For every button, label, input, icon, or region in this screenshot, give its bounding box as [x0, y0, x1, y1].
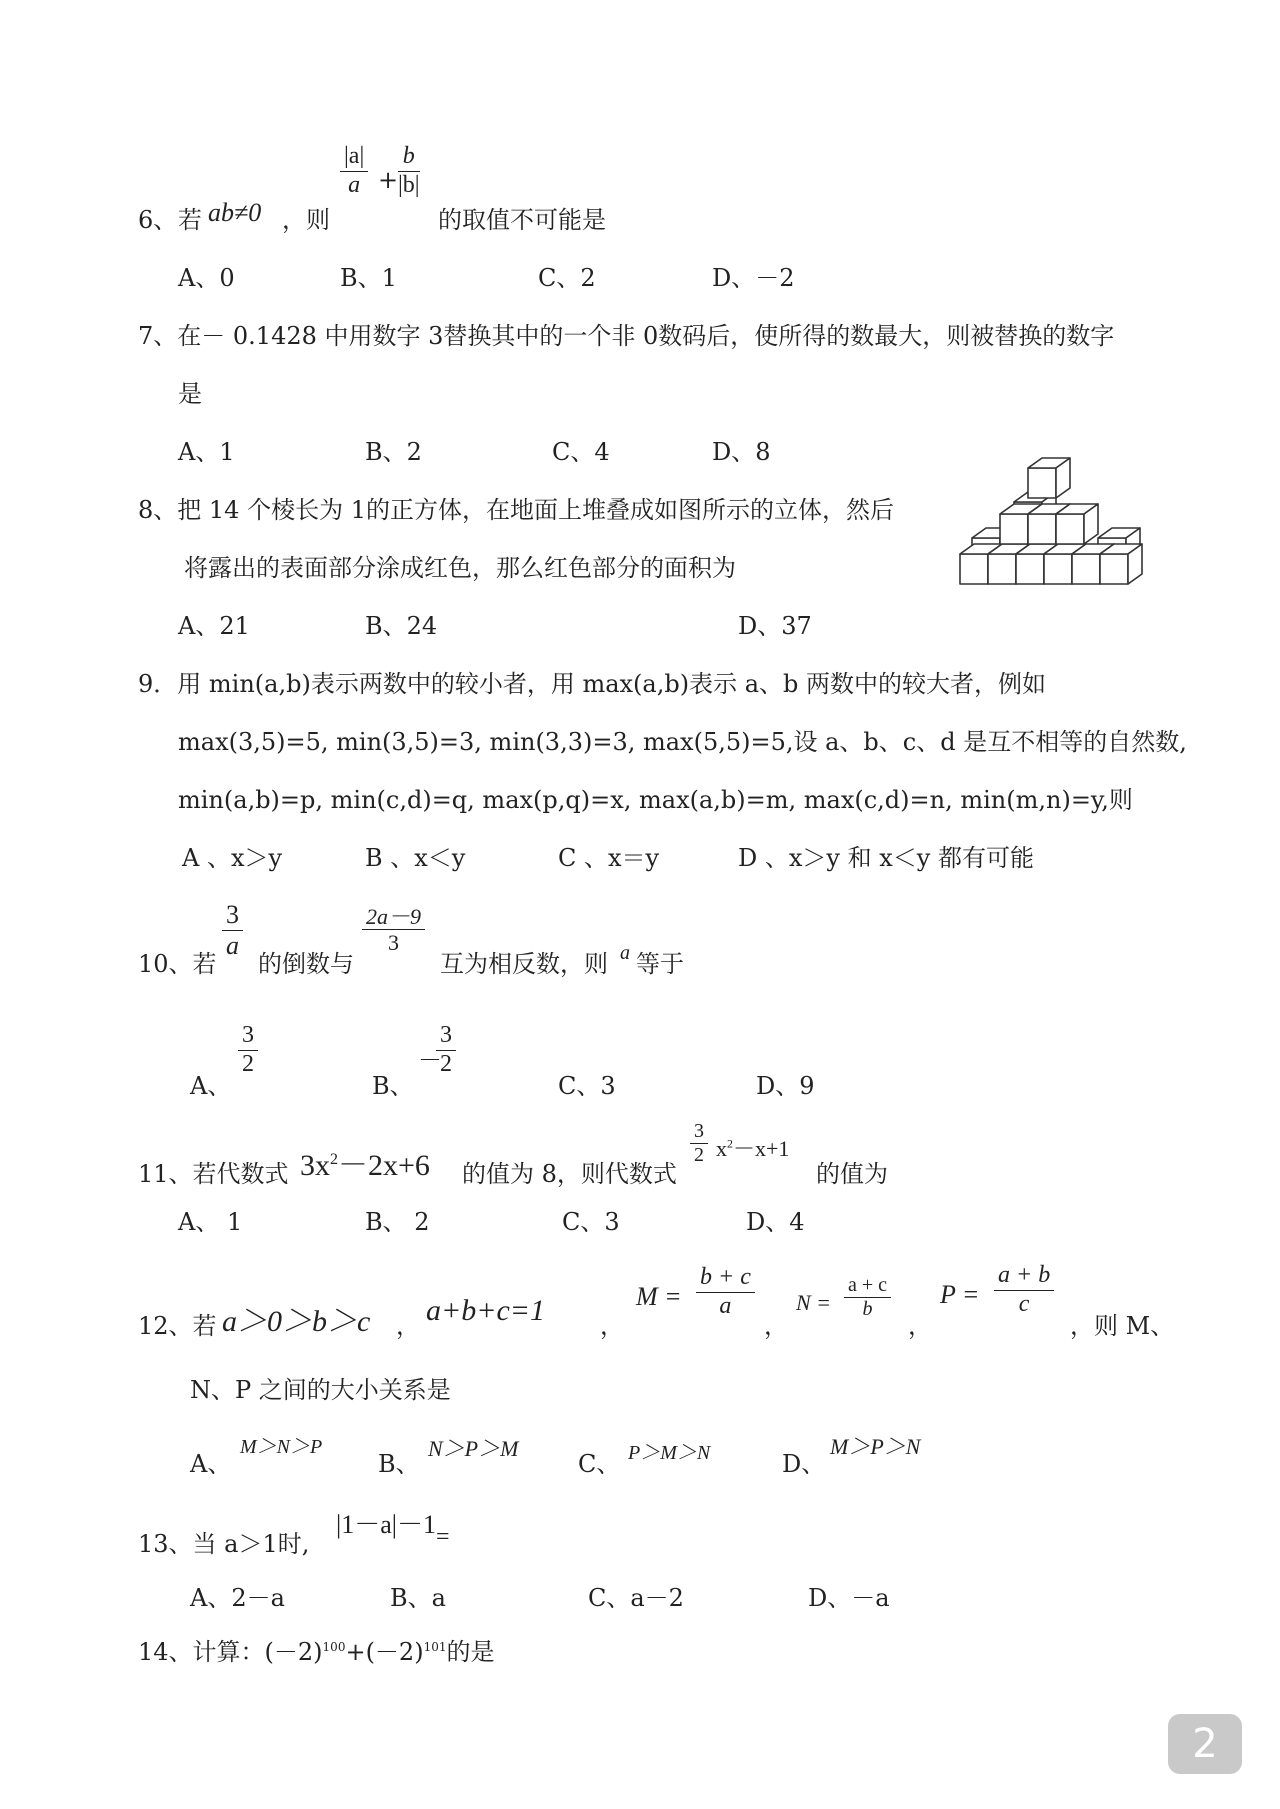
q13-option-b: B、a — [390, 1584, 446, 1612]
q10-mid: 的倒数与 — [258, 950, 354, 978]
q9-option-b: B 、x＜y — [365, 844, 466, 872]
q12-m-lhs: M = — [636, 1282, 682, 1311]
q11-fraction: $\frac{3}{2}$ — [690, 1120, 708, 1167]
q12-option-a-label: A、 — [190, 1450, 232, 1478]
q11-expr-2: $x^2-x+1$ — [716, 1136, 790, 1161]
q8-line-1: 8、把 14 个棱长为 1的正方体，在地面上堆叠成如图所示的立体，然后 — [138, 496, 894, 524]
q7-option-b: B、2 — [365, 438, 422, 466]
q10-option-b-sign: － — [418, 1046, 442, 1074]
q10-option-d: D、9 — [756, 1072, 815, 1100]
q10-option-c: C、3 — [558, 1072, 616, 1100]
q12-comma-1: ， — [396, 1312, 420, 1340]
q6-plus: + — [378, 166, 399, 194]
cube — [1028, 458, 1070, 498]
q12-condition-2: a+b+c=1 — [426, 1294, 546, 1327]
q9-option-c: C 、x＝y — [558, 844, 660, 872]
q12-comma-2: ， — [600, 1312, 624, 1340]
page-number-badge: 2 — [1168, 1714, 1242, 1774]
q6-fraction-2: $\frac{b}{|b|}$ — [398, 143, 420, 198]
q11-number: 11、若代数式 — [138, 1160, 289, 1188]
q6-fraction-1: $\frac{|a|}{a}$ — [340, 143, 368, 199]
q7-line-1: 7、在－ 0.1428 中用数字 3替换其中的一个非 0数码后，使所得的数最大，则被替换的数字 — [138, 322, 1115, 350]
q13-option-d: D、－a — [808, 1584, 890, 1612]
q6-prefix: 若 — [178, 206, 202, 234]
q12-comma-4: ， — [908, 1312, 932, 1340]
cube — [1056, 504, 1098, 544]
q10-option-a-fraction: $\frac{3}{2}$ — [238, 1022, 258, 1078]
q10-option-b-label: B、 — [372, 1072, 414, 1100]
q9-option-d: D 、x＞y 和 x＜y 都有可能 — [738, 844, 1034, 872]
q6-option-c: C、2 — [538, 264, 596, 292]
q10-fraction-1: $\frac{3}{a}$ — [222, 900, 243, 961]
q6-condition: ab≠0 — [208, 198, 262, 227]
q9-line-1: 9．用 min(a,b)表示两数中的较小者，用 max(a,b)表示 a、b 两数中的较大者，例如 — [138, 670, 1047, 698]
q13-expr: |1－a|－1 — [336, 1510, 436, 1539]
q12-suffix: ，则 M、 — [1070, 1312, 1175, 1340]
q10-option-b-fraction: $\frac{3}{2}$ — [436, 1022, 456, 1078]
q12-condition-1: a＞0＞b＞c — [222, 1305, 371, 1338]
q12-option-a: M＞N＞P — [240, 1436, 323, 1458]
q7-option-a: A、1 — [178, 438, 235, 466]
q8-option-b: B、24 — [365, 612, 438, 640]
q11-option-d: D、4 — [746, 1208, 805, 1236]
q6-option-a: A、0 — [178, 264, 235, 292]
q12-option-d-label: D、 — [782, 1450, 826, 1478]
q13-number: 13、当 a＞1时, — [138, 1530, 310, 1558]
q7-option-d: D、8 — [712, 438, 771, 466]
q13-option-a: A、2－a — [190, 1584, 285, 1612]
q6-number: 6、 — [138, 206, 178, 234]
q6-sep: ，则 — [282, 206, 330, 234]
q14-line: 14、计算：$(-2)^{100}+(-2)^{101}$的是 — [138, 1638, 495, 1666]
q13-option-c: C、a－2 — [588, 1584, 684, 1612]
q8-line-2: 将露出的表面部分涂成红色，那么红色部分的面积为 — [184, 554, 736, 582]
q12-comma-3: ， — [764, 1312, 788, 1340]
q12-option-c-label: C、 — [578, 1450, 621, 1478]
cube — [1100, 544, 1142, 584]
q12-m-fraction: $\frac{b + c}{a}$ — [696, 1264, 755, 1320]
q10-end: 等于 — [636, 950, 684, 978]
q6-option-b: B、1 — [340, 264, 397, 292]
q11-option-a: A、 1 — [178, 1208, 243, 1236]
q10-var: a — [620, 942, 630, 964]
q11-option-b: B、 2 — [365, 1208, 430, 1236]
q12-p-lhs: P = — [940, 1280, 980, 1309]
q12-p-fraction: $\frac{a + b}{c}$ — [994, 1262, 1054, 1318]
q9-line-3: min(a,b)=p, min(c,d)=q, max(p,q)=x, max(a,b)=m, max(c,d)=n, min(m,n)=y,则 — [178, 786, 1133, 814]
q12-n-lhs: N = — [796, 1290, 832, 1315]
q12-option-d: M＞P＞N — [830, 1434, 921, 1459]
q12-number: 12、若 — [138, 1312, 217, 1340]
q11-mid: 的值为 8，则代数式 — [462, 1160, 677, 1188]
q7-option-c: C、4 — [552, 438, 610, 466]
q6-option-d: D、－2 — [712, 264, 795, 292]
q12-option-b-label: B、 — [378, 1450, 420, 1478]
q10-number: 10、若 — [138, 950, 217, 978]
q11-expr-1: $3x^2-2x+6$ — [300, 1149, 430, 1182]
q10-option-a-label: A、 — [190, 1072, 232, 1100]
q6-suffix: 的取值不可能是 — [438, 206, 606, 234]
q11-option-c: C、3 — [562, 1208, 620, 1236]
q10-fraction-2: $\frac{2a-9}{3}$ — [362, 904, 425, 956]
q9-option-a: A 、x＞y — [182, 844, 283, 872]
q12-option-b: N＞P＞M — [428, 1436, 519, 1461]
q10-suffix: 互为相反数，则 — [440, 950, 608, 978]
q8-option-d: D、37 — [738, 612, 812, 640]
q12-n-fraction: $\frac{a + c}{b}$ — [844, 1274, 891, 1321]
q11-suffix: 的值为 — [816, 1160, 888, 1188]
q9-line-2: max(3,5)=5, min(3,5)=3, min(3,3)=3, max(5,5)=5,设 a、b、c、d 是互不相等的自然数, — [178, 728, 1187, 756]
cube-stack-figure — [950, 428, 1160, 628]
q12-option-c: P＞M＞N — [628, 1442, 711, 1464]
q8-option-a: A、21 — [178, 612, 250, 640]
q7-line-2: 是 — [178, 380, 202, 408]
q12-line-2: N、P 之间的大小关系是 — [190, 1376, 451, 1404]
q13-equals: = — [436, 1524, 450, 1550]
